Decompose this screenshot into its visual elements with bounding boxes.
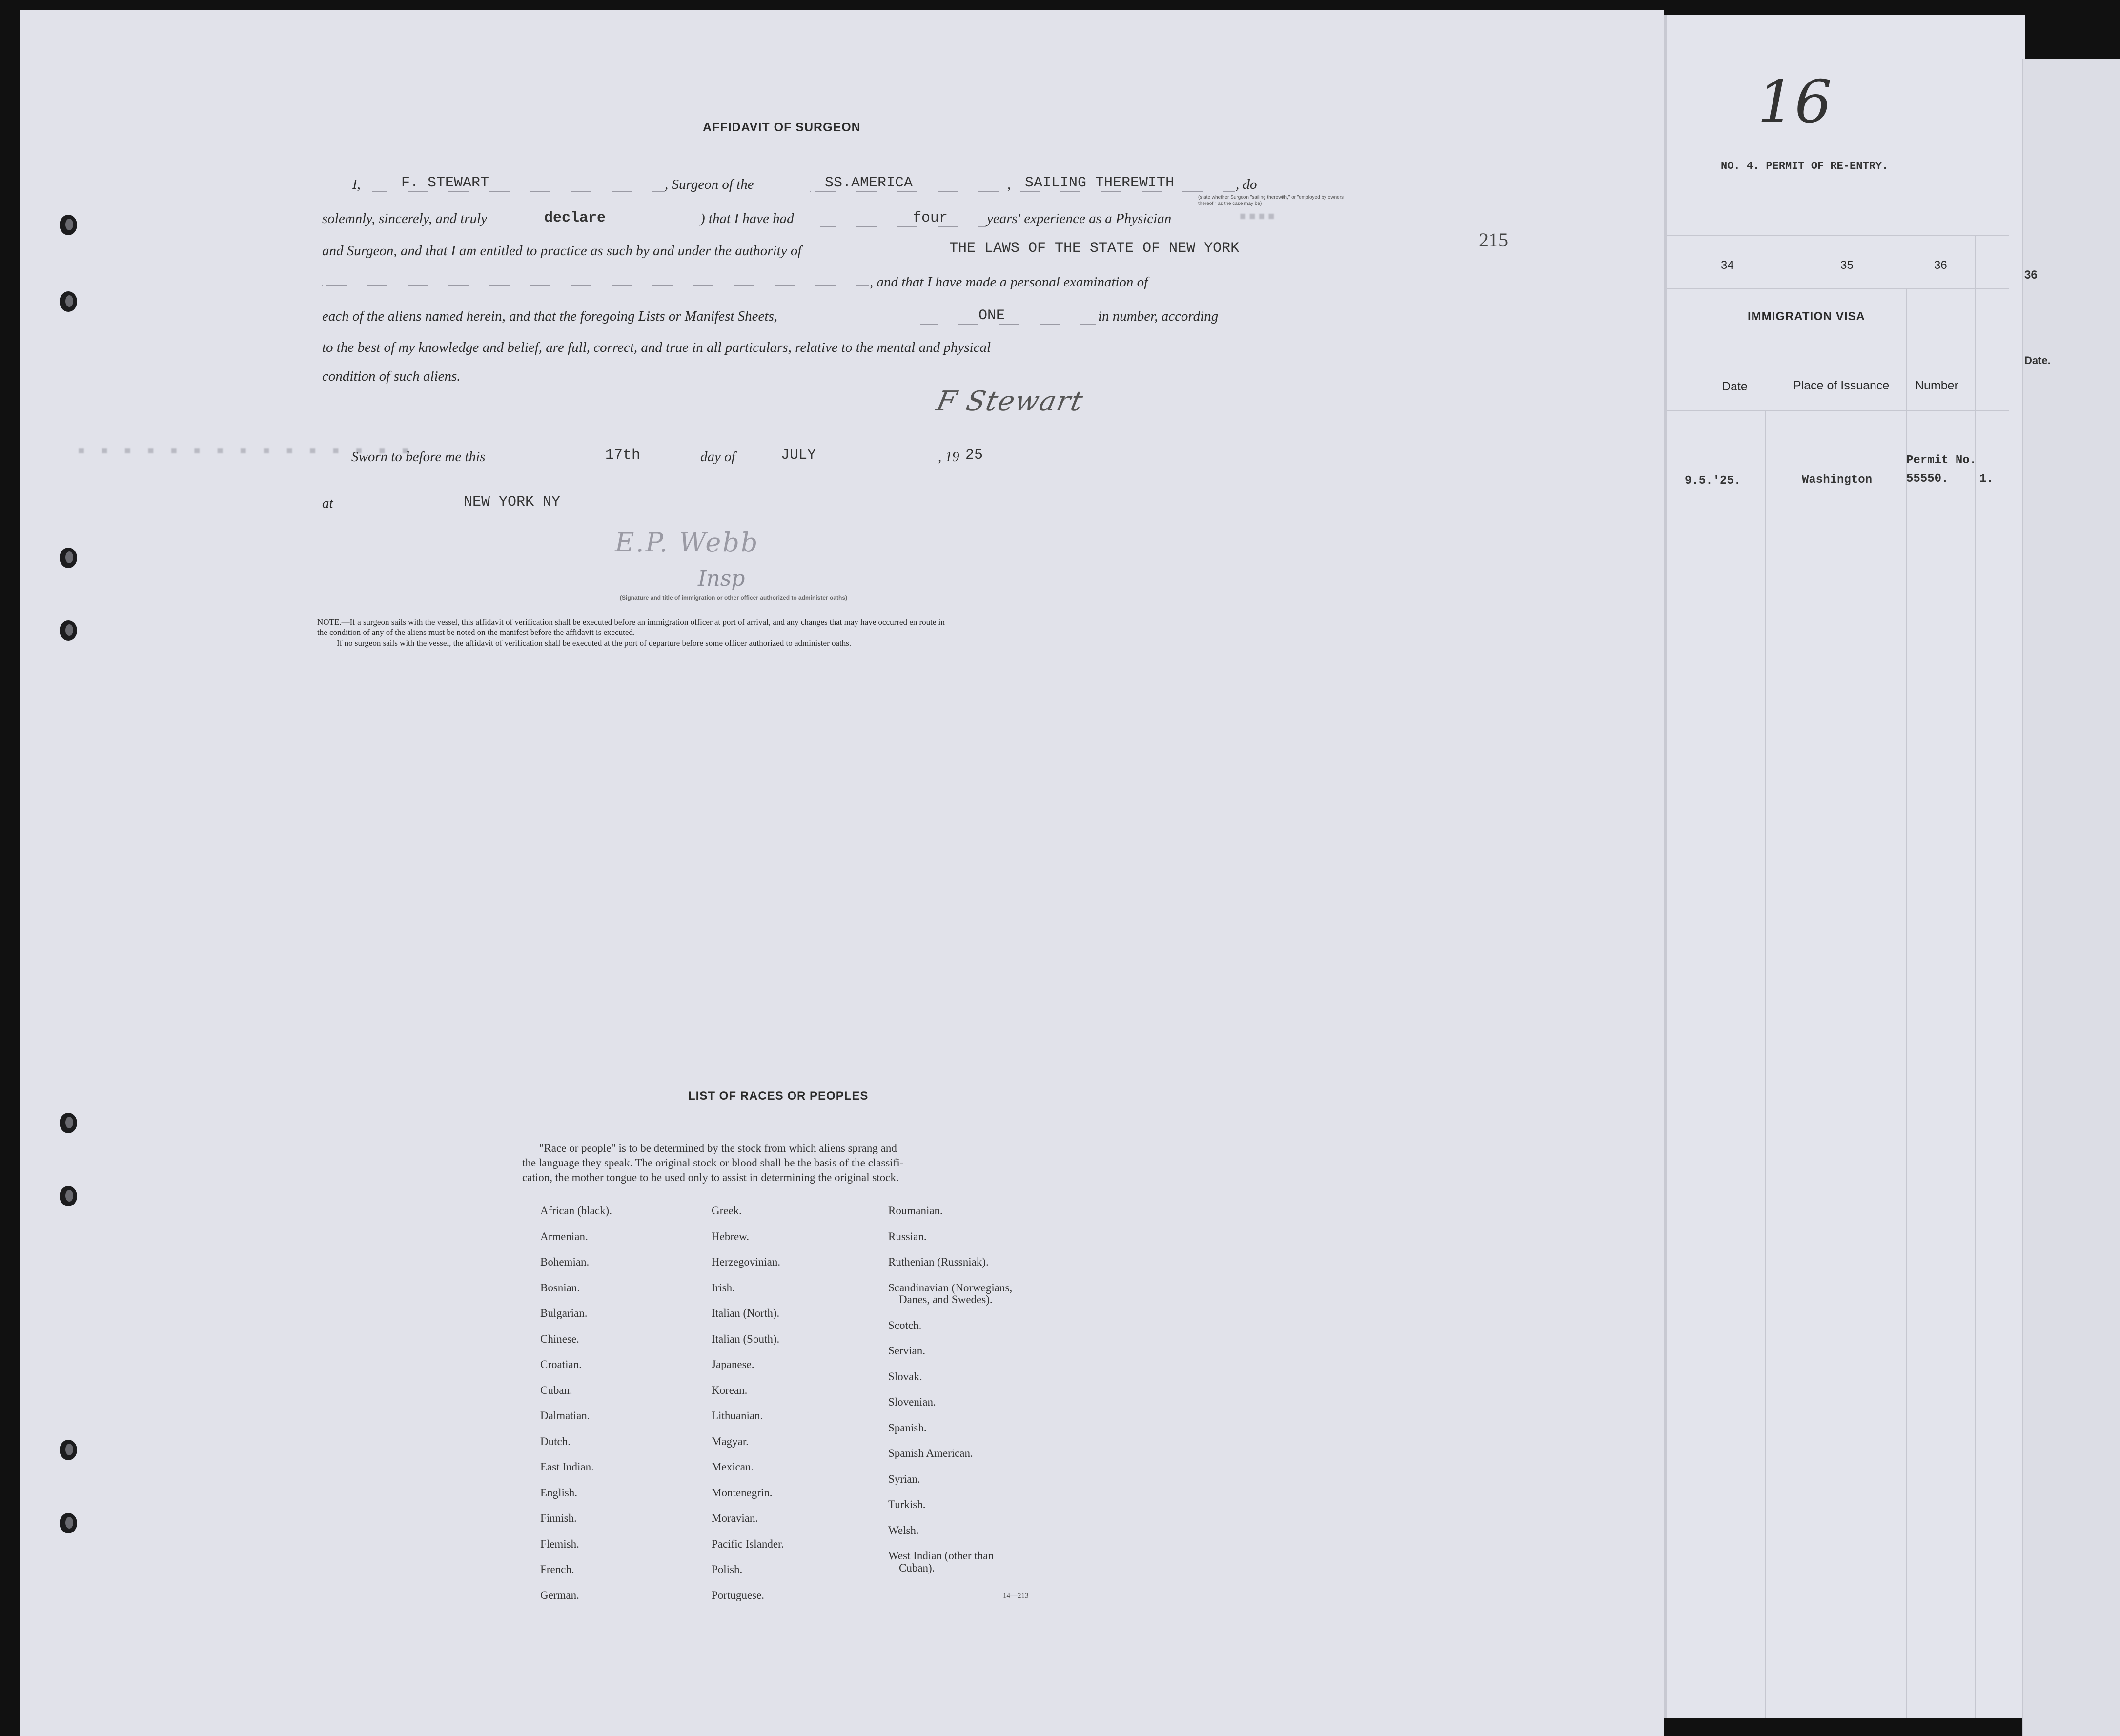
have-had-label: ) that I have had	[700, 211, 794, 226]
spacer	[2022, 268, 2023, 1733]
vessel-name: SS.AMERICA	[810, 175, 1005, 192]
blank-line	[322, 283, 869, 286]
race-item: Danes, and Swedes).	[899, 1293, 993, 1306]
at-label: at	[322, 495, 333, 511]
year-suffix: 25	[965, 447, 983, 464]
race-item: Roumanian.	[888, 1205, 943, 1217]
surgeon-signature: F Stewart	[934, 386, 1087, 417]
col-number-35: 35	[1840, 259, 1854, 272]
punch-hole	[60, 215, 77, 235]
years-experience: four	[820, 210, 986, 227]
race-item: Irish.	[712, 1281, 735, 1294]
sworn-label: Sworn to before me this	[351, 449, 486, 465]
in-number-label: in number, according	[1098, 308, 1219, 324]
column-rule	[1765, 410, 1766, 1718]
punch-hole	[60, 291, 77, 312]
header-number: Number	[1915, 379, 1958, 392]
officer-caption: (Signature and title of immigration or other officer authorized to administer oaths)	[620, 594, 848, 601]
officer-initials: Insp	[698, 566, 745, 591]
race-item: Portuguese.	[712, 1589, 764, 1601]
manifest-far-sheet	[2022, 59, 2120, 1736]
handwritten-sheet-number: 16	[1757, 68, 1832, 136]
surgeon-of-label: , Surgeon of the	[665, 177, 754, 192]
race-item: Moravian.	[712, 1512, 758, 1524]
visa-place: Washington	[1802, 473, 1873, 487]
race-item: Greek.	[712, 1205, 742, 1217]
race-item: Slovenian.	[888, 1396, 936, 1408]
race-item: Spanish.	[888, 1421, 927, 1434]
race-item: Finnish.	[540, 1512, 577, 1524]
race-item: English.	[540, 1486, 578, 1499]
race-item: Cuban).	[899, 1561, 935, 1574]
race-item: Armenian.	[540, 1230, 588, 1243]
punch-hole	[60, 620, 77, 641]
affidavit-note-1: NOTE.—If a surgeon sails with the vessel, this affidavit of verification shall be executed before an immigration officer at port of arrival, and any changes that may have occurred en route in	[317, 617, 945, 627]
permit-number: 55550.	[1906, 472, 1949, 486]
i-label: I,	[352, 177, 361, 192]
races-title: LIST OF RACES OR PEOPLES	[688, 1089, 869, 1103]
surgeon-name: F. STEWART	[372, 175, 665, 192]
race-item: Syrian.	[888, 1472, 920, 1485]
race-item: Japanese.	[712, 1358, 754, 1370]
punch-hole	[60, 1113, 77, 1133]
affidavit-note-2: the condition of any of the aliens must be noted on the manifest before the affidavit is executed.	[317, 628, 635, 637]
punch-hole	[60, 1440, 77, 1460]
race-item: Ruthenian (Russniak).	[888, 1256, 989, 1268]
affidavit-title: AFFIDAVIT OF SURGEON	[703, 121, 861, 134]
table-rule	[1667, 235, 2009, 236]
bleed-through-mark: ■ ■ ■ ■ ■ ■ ■ ■ ■ ■ ■ ■ ■ ■ ■	[78, 444, 415, 456]
punch-hole	[60, 1186, 77, 1206]
race-item: Bosnian.	[540, 1281, 580, 1294]
race-item: Montenegrin.	[712, 1486, 773, 1499]
sworn-place: NEW YORK NY	[337, 494, 688, 511]
each-alien-label: each of the aliens named herein, and that the foregoing Lists or Manifest Sheets,	[322, 308, 777, 324]
race-item: Russian.	[888, 1230, 927, 1243]
solemnly-label: solemnly, sincerely, and truly	[322, 211, 488, 226]
bleed-through-mark: ■ ■ ■ ■	[1240, 210, 1275, 222]
form-number: 14—213	[1003, 1592, 1029, 1600]
race-item: French.	[540, 1563, 574, 1575]
race-item: Italian (North).	[712, 1307, 780, 1319]
permit-header: NO. 4. PERMIT OF RE-ENTRY.	[1721, 160, 1889, 172]
sailing-note: (state whether Surgeon "sailing therewith," or "employed by owners thereof," as the case may be)	[1198, 195, 1344, 206]
sailing-status: SAILING THEREWITH	[1020, 175, 1235, 192]
year-prefix: , 19	[938, 449, 959, 465]
race-item: Bohemian.	[540, 1256, 590, 1268]
comma: ,	[1007, 177, 1011, 192]
page-number: 215	[1479, 229, 1508, 251]
race-item: Welsh.	[888, 1524, 919, 1536]
race-item: Spanish American.	[888, 1447, 973, 1459]
race-item: West Indian (other than	[888, 1550, 994, 1562]
race-item: Bulgarian.	[540, 1307, 588, 1319]
race-item: Turkish.	[888, 1498, 926, 1511]
races-intro-2: the language they speak. The original stock or blood shall be the basis of the classifi-	[522, 1157, 904, 1169]
race-item: Scandinavian (Norwegians,	[888, 1281, 1013, 1294]
punch-hole	[60, 1513, 77, 1533]
officer-signature: E.P. Webb	[615, 527, 759, 558]
race-item: Cuban.	[540, 1384, 572, 1396]
race-item: German.	[540, 1589, 579, 1601]
immigration-visa-title: IMMIGRATION VISA	[1748, 310, 1865, 323]
race-item: Servian.	[888, 1345, 926, 1357]
manifest-main-sheet	[20, 10, 1664, 1736]
permit-number-label: Permit No.	[1906, 454, 1977, 467]
personal-exam-label: , and that I have made a personal examination of	[870, 274, 1148, 290]
condition-text: condition of such aliens.	[322, 368, 461, 384]
sworn-month: JULY	[752, 447, 937, 464]
race-item: Scotch.	[888, 1319, 922, 1331]
do-label: , do	[1236, 177, 1257, 192]
race-item: Magyar.	[712, 1435, 749, 1448]
races-intro-1: "Race or people" is to be determined by the stock from which aliens sprang and	[539, 1142, 897, 1154]
race-item: Polish.	[712, 1563, 743, 1575]
column-rule	[1906, 288, 1907, 1718]
experience-label: years' experience as a Physician	[987, 211, 1172, 226]
races-intro-3: cation, the mother tongue to be used only to assist in determining the original stock.	[522, 1171, 899, 1184]
race-item: Slovak.	[888, 1370, 922, 1383]
race-item: Chinese.	[540, 1332, 579, 1345]
header-date: Date	[1722, 380, 1748, 393]
race-item: Herzegovinian.	[712, 1256, 781, 1268]
table-rule	[1667, 288, 2009, 289]
header-place-of-issuance: Place of Issuance	[1793, 379, 1890, 392]
practice-authority: THE LAWS OF THE STATE OF NEW YORK	[949, 240, 1240, 257]
race-item: Italian (South).	[712, 1332, 780, 1345]
best-knowledge-text: to the best of my knowledge and belief, are full, correct, and true in all particulars, relative to the mental and physical	[322, 340, 991, 355]
race-item: Dutch.	[540, 1435, 571, 1448]
race-item: African (black).	[540, 1205, 612, 1217]
affidavit-note-3: If no surgeon sails with the vessel, the affidavit of verification shall be executed at the port of departure before some officer authorized to administer oaths.	[337, 638, 852, 648]
race-item: East Indian.	[540, 1461, 594, 1473]
race-item: Lithuanian.	[712, 1409, 763, 1422]
race-item: Flemish.	[540, 1537, 579, 1550]
race-item: Korean.	[712, 1384, 748, 1396]
punch-hole	[60, 548, 77, 568]
race-item: Mexican.	[712, 1461, 754, 1473]
col-number-36: 36	[1934, 259, 1947, 272]
permit-number-suffix: 1.	[1979, 472, 1994, 486]
race-item: Hebrew.	[712, 1230, 750, 1243]
race-item: Pacific Islander.	[712, 1537, 784, 1550]
sheets-count: ONE	[920, 307, 1096, 325]
declare-word: declare	[544, 210, 606, 226]
far-col-number: 36	[2024, 268, 2038, 282]
race-item: Dalmatian.	[540, 1409, 590, 1422]
surgeon-line-label: and Surgeon, and that I am entitled to practice as such by and under the authority of	[322, 243, 802, 259]
race-item: Croatian.	[540, 1358, 582, 1370]
sworn-day: 17th	[561, 447, 698, 464]
visa-date: 9.5.'25.	[1685, 474, 1741, 488]
col-number-34: 34	[1721, 259, 1734, 272]
far-header-date: Date.	[2024, 354, 2051, 367]
day-of-label: day of	[700, 449, 735, 465]
manifest-right-sheet	[1664, 15, 2025, 1718]
table-rule	[1667, 410, 2009, 411]
